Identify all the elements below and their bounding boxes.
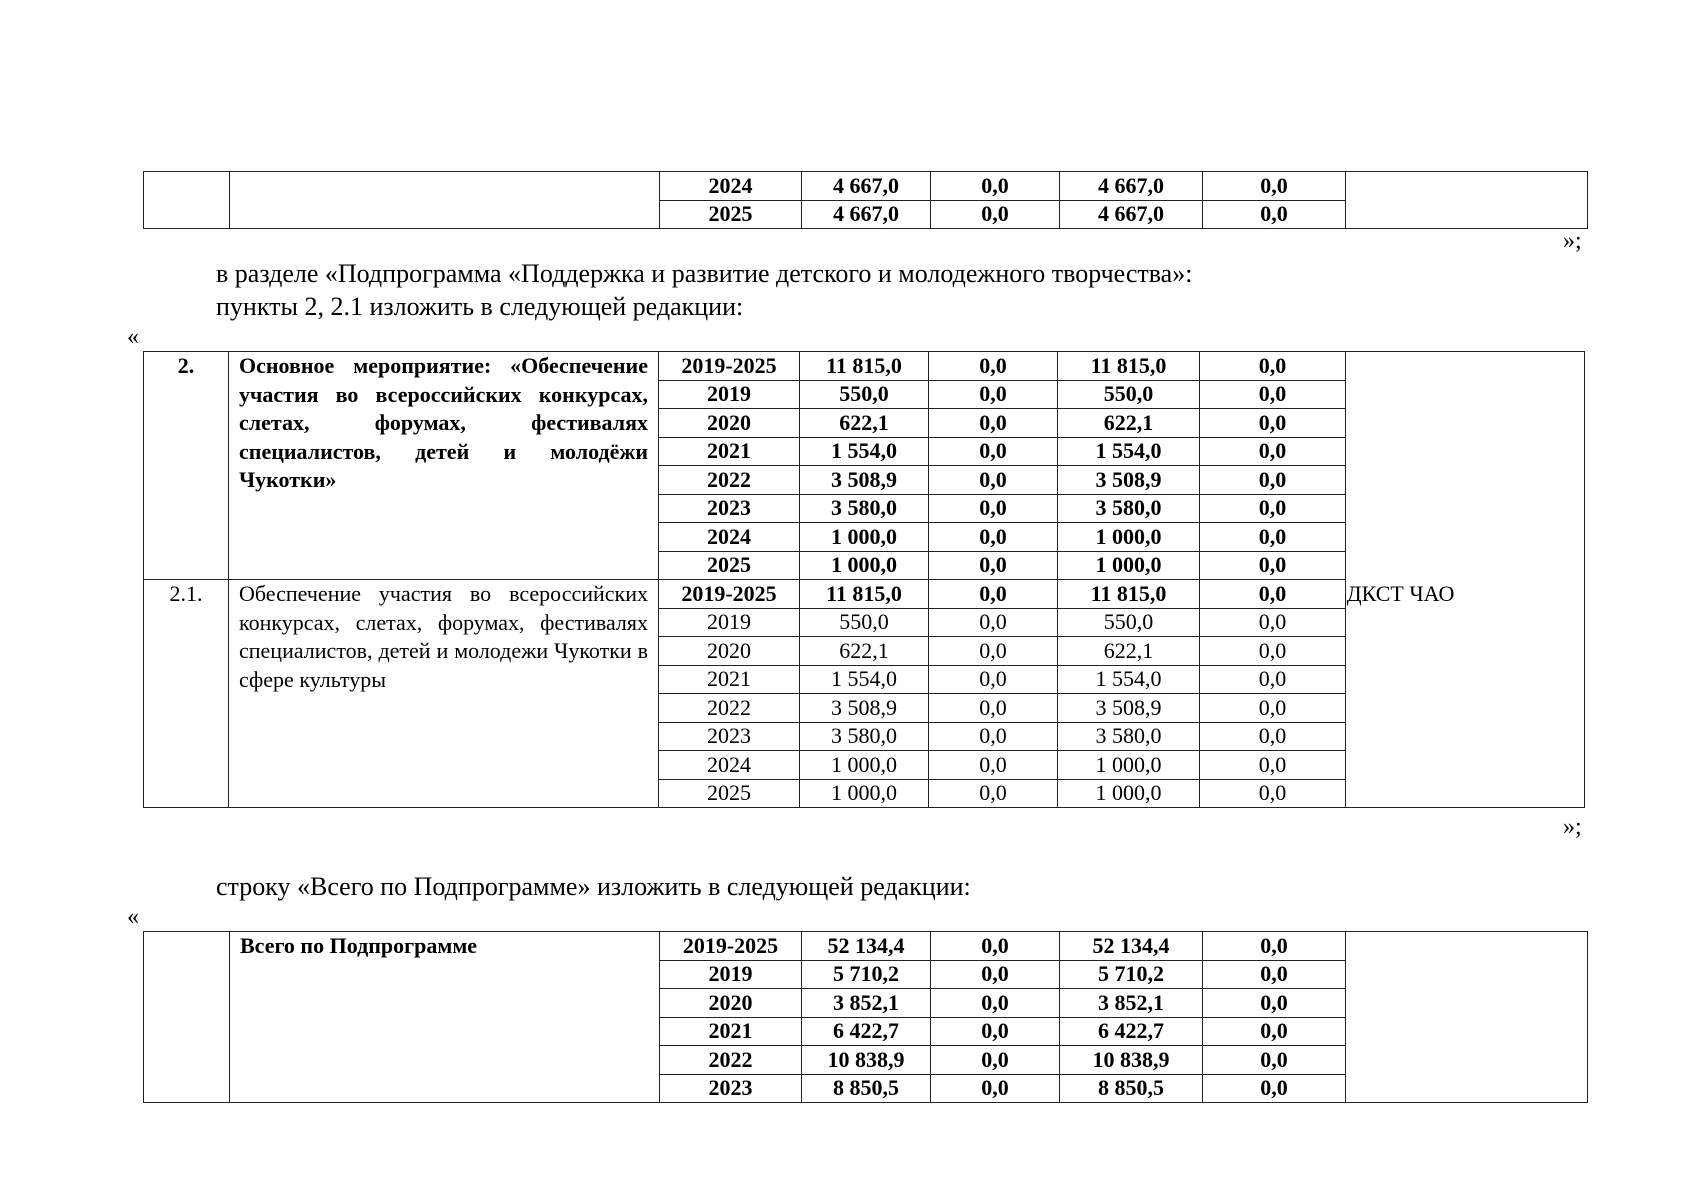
cell-federal: 0,0 (931, 172, 1060, 201)
cell-federal: 0,0 (929, 751, 1058, 780)
cell-regional: 1 000,0 (1058, 551, 1200, 580)
table-row-item-2 (144, 352, 1585, 381)
cell-federal: 0,0 (929, 580, 1058, 609)
total-name: Всего по Подпрограмме (230, 932, 660, 1103)
table-row (144, 172, 1588, 201)
cell-other: 0,0 (1200, 751, 1346, 780)
cell-total: 10 838,9 (802, 1046, 931, 1075)
cell-year: 2020 (659, 637, 800, 666)
cell-other: 0,0 (1203, 960, 1346, 989)
cell-federal: 0,0 (929, 494, 1058, 523)
item-2-1-number: 2.1. (144, 580, 229, 808)
cell-regional: 3 580,0 (1058, 722, 1200, 751)
cell-regional: 3 852,1 (1060, 989, 1203, 1018)
cell-total: 4 667,0 (802, 200, 931, 229)
cell-other: 0,0 (1203, 172, 1346, 201)
cell-other: 0,0 (1200, 694, 1346, 723)
cell-year: 2020 (659, 409, 800, 438)
item-2-1-name: Обеспечение участия во всероссийских конкурсах, слетах, форумах, фестивалях специалистов, детей и молодежи Чукотки в сфере культуры (229, 580, 659, 808)
cell-year: 2023 (660, 1074, 802, 1103)
cell-federal: 0,0 (929, 608, 1058, 637)
item-2-number: 2. (144, 352, 229, 580)
cell-other: 0,0 (1200, 409, 1346, 438)
cell-responsible (1346, 172, 1588, 229)
cell-regional: 52 134,4 (1060, 932, 1203, 961)
cell-total: 622,1 (800, 637, 929, 666)
cell-year: 2022 (659, 694, 800, 723)
cell-federal: 0,0 (931, 1074, 1060, 1103)
cell-total: 11 815,0 (800, 352, 929, 381)
top-table-fragment (143, 171, 1588, 229)
cell-federal: 0,0 (931, 960, 1060, 989)
cell-regional: 6 422,7 (1060, 1017, 1203, 1046)
cell-year: 2022 (659, 466, 800, 495)
cell-federal: 0,0 (929, 665, 1058, 694)
cell-number (144, 932, 230, 1103)
cell-total: 1 554,0 (800, 665, 929, 694)
cell-other: 0,0 (1200, 380, 1346, 409)
cell-total: 3 508,9 (800, 694, 929, 723)
paragraph-section-intro: в разделе «Подпрограмма «Поддержка и развитие детского и молодежного творчества»: (216, 259, 1193, 288)
cell-regional: 1 554,0 (1058, 665, 1200, 694)
responsible-executor: ДКСТ ЧАО (1346, 581, 1455, 606)
cell-other: 0,0 (1200, 494, 1346, 523)
cell-responsible (1346, 932, 1588, 1103)
total-table (143, 931, 1588, 1103)
cell-other: 0,0 (1200, 722, 1346, 751)
cell-other: 0,0 (1203, 1074, 1346, 1103)
paragraph-items-intro: пункты 2, 2.1 изложить в следующей редакции: (216, 292, 744, 321)
cell-other: 0,0 (1200, 352, 1346, 381)
cell-other: 0,0 (1200, 466, 1346, 495)
cell-regional: 1 000,0 (1058, 751, 1200, 780)
cell-federal: 0,0 (929, 637, 1058, 666)
cell-regional: 622,1 (1058, 409, 1200, 438)
cell-federal: 0,0 (929, 352, 1058, 381)
cell-regional: 1 000,0 (1058, 779, 1200, 808)
cell-other: 0,0 (1200, 779, 1346, 808)
cell-year: 2024 (659, 523, 800, 552)
cell-regional: 550,0 (1058, 608, 1200, 637)
cell-federal: 0,0 (929, 722, 1058, 751)
cell-year: 2021 (660, 1017, 802, 1046)
opening-quote-total: « (127, 904, 139, 930)
cell-other: 0,0 (1200, 551, 1346, 580)
cell-year: 2019-2025 (659, 580, 800, 609)
cell-regional: 1 000,0 (1058, 523, 1200, 552)
cell-year: 2020 (660, 989, 802, 1018)
cell-total: 550,0 (800, 380, 929, 409)
cell-federal: 0,0 (929, 551, 1058, 580)
cell-total: 11 815,0 (800, 580, 929, 609)
cell-total: 5 710,2 (802, 960, 931, 989)
cell-total: 3 508,9 (800, 466, 929, 495)
cell-federal: 0,0 (931, 1046, 1060, 1075)
cell-total: 1 000,0 (800, 551, 929, 580)
cell-other: 0,0 (1200, 665, 1346, 694)
table-row-total (144, 932, 1588, 961)
cell-year: 2024 (660, 172, 802, 201)
cell-federal: 0,0 (929, 409, 1058, 438)
cell-total: 8 850,5 (802, 1074, 931, 1103)
cell-total: 52 134,4 (802, 932, 931, 961)
cell-regional: 4 667,0 (1060, 200, 1203, 229)
cell-year: 2023 (659, 494, 800, 523)
cell-regional: 11 815,0 (1058, 580, 1200, 609)
cell-total: 1 000,0 (800, 751, 929, 780)
item-2-name: Основное мероприятие: «Обеспечение участия во всероссийских конкурсах, слетах, форумах, фестивалях специалистов, детей и молодёжи Чукотки» (229, 352, 659, 580)
cell-total: 550,0 (800, 608, 929, 637)
cell-regional: 5 710,2 (1060, 960, 1203, 989)
cell-year: 2019-2025 (659, 352, 800, 381)
cell-federal: 0,0 (931, 989, 1060, 1018)
cell-federal: 0,0 (929, 437, 1058, 466)
cell-regional: 1 554,0 (1058, 437, 1200, 466)
closing-quote-top: »; (1563, 228, 1582, 254)
cell-total: 3 852,1 (802, 989, 931, 1018)
cell-regional: 10 838,9 (1060, 1046, 1203, 1075)
cell-federal: 0,0 (929, 523, 1058, 552)
cell-regional: 3 508,9 (1058, 694, 1200, 723)
cell-year: 2025 (659, 779, 800, 808)
cell-year: 2022 (660, 1046, 802, 1075)
cell-year: 2019 (660, 960, 802, 989)
cell-other: 0,0 (1203, 989, 1346, 1018)
cell-total: 4 667,0 (802, 172, 931, 201)
cell-total: 622,1 (800, 409, 929, 438)
cell-federal: 0,0 (929, 694, 1058, 723)
cell-other: 0,0 (1200, 523, 1346, 552)
cell-year: 2024 (659, 751, 800, 780)
cell-year: 2025 (659, 551, 800, 580)
cell-number (144, 172, 230, 229)
cell-year: 2019-2025 (660, 932, 802, 961)
cell-regional: 11 815,0 (1058, 352, 1200, 381)
closing-quote-main: »; (1563, 814, 1582, 840)
cell-name (230, 172, 660, 229)
cell-regional: 4 667,0 (1060, 172, 1203, 201)
cell-year: 2021 (659, 665, 800, 694)
cell-regional: 622,1 (1058, 637, 1200, 666)
cell-total: 1 000,0 (800, 523, 929, 552)
cell-other: 0,0 (1200, 580, 1346, 609)
cell-federal: 0,0 (931, 200, 1060, 229)
cell-federal: 0,0 (929, 779, 1058, 808)
cell-regional: 8 850,5 (1060, 1074, 1203, 1103)
cell-year: 2025 (660, 200, 802, 229)
cell-total: 1 000,0 (800, 779, 929, 808)
cell-year: 2019 (659, 380, 800, 409)
cell-other: 0,0 (1203, 200, 1346, 229)
cell-other: 0,0 (1200, 437, 1346, 466)
cell-year: 2023 (659, 722, 800, 751)
cell-federal: 0,0 (931, 1017, 1060, 1046)
cell-total: 1 554,0 (800, 437, 929, 466)
cell-total: 3 580,0 (800, 722, 929, 751)
cell-other: 0,0 (1203, 1046, 1346, 1075)
main-table (143, 351, 1585, 808)
cell-other: 0,0 (1203, 1017, 1346, 1046)
cell-regional: 3 508,9 (1058, 466, 1200, 495)
paragraph-total-intro: строку «Всего по Подпрограмме» изложить в следующей редакции: (216, 872, 971, 901)
cell-federal: 0,0 (931, 932, 1060, 961)
cell-regional: 550,0 (1058, 380, 1200, 409)
cell-year: 2021 (659, 437, 800, 466)
cell-other: 0,0 (1200, 637, 1346, 666)
cell-total: 6 422,7 (802, 1017, 931, 1046)
cell-year: 2019 (659, 608, 800, 637)
cell-regional: 3 580,0 (1058, 494, 1200, 523)
cell-other: 0,0 (1203, 932, 1346, 961)
cell-total: 3 580,0 (800, 494, 929, 523)
opening-quote-main: « (127, 324, 139, 350)
cell-federal: 0,0 (929, 466, 1058, 495)
cell-responsible (1346, 352, 1585, 808)
cell-other: 0,0 (1200, 608, 1346, 637)
cell-federal: 0,0 (929, 380, 1058, 409)
